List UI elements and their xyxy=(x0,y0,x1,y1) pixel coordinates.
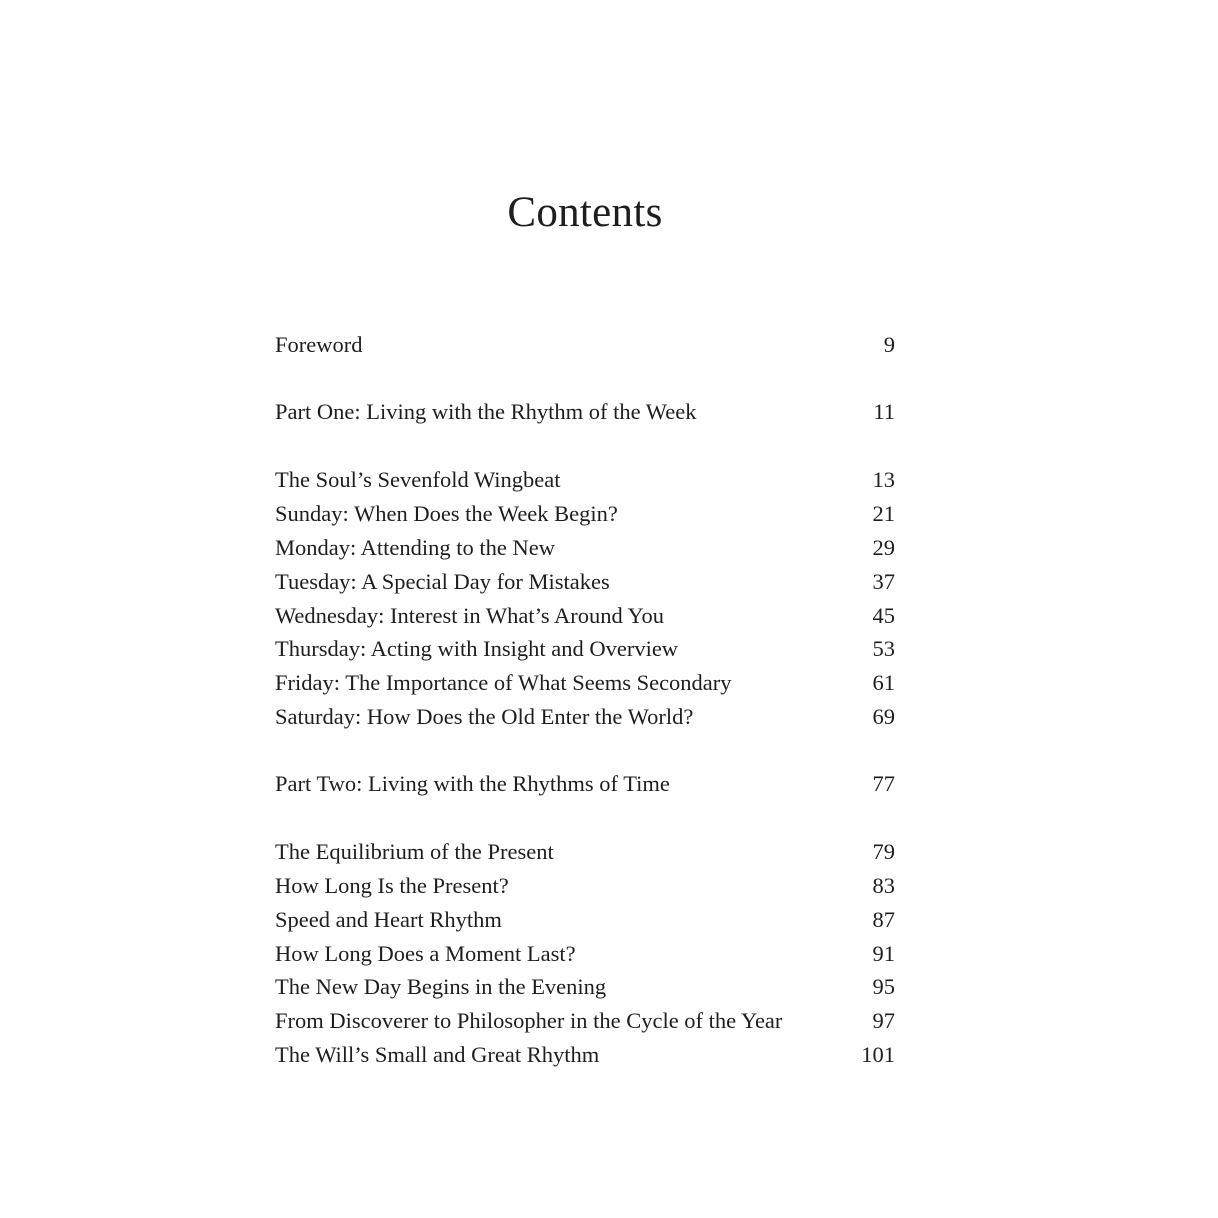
toc-entry-title: Thursday: Acting with Insight and Overview xyxy=(275,636,679,661)
toc-entry xyxy=(275,1004,895,1038)
toc-entry-page: 91 xyxy=(872,941,895,966)
toc-entry-title: Friday: The Importance of What Seems Secondary xyxy=(275,670,732,695)
toc-entry xyxy=(275,700,895,734)
toc-entry xyxy=(275,835,895,869)
toc-entry-page: 83 xyxy=(872,873,895,898)
toc-entry-title: Sunday: When Does the Week Begin? xyxy=(275,501,618,526)
toc-entry-title: Speed and Heart Rhythm xyxy=(275,907,502,932)
toc-entry-page: 45 xyxy=(872,603,895,628)
toc-entry-title: From Discoverer to Philosopher in the Cycle of the Year xyxy=(275,1008,783,1033)
toc-entry xyxy=(275,497,895,531)
toc-entry-title: How Long Is the Present? xyxy=(275,873,509,898)
toc-entry-page: 79 xyxy=(872,839,895,864)
toc-entry-page: 61 xyxy=(872,670,895,695)
toc-entry-page: 69 xyxy=(872,704,895,729)
toc-entry-page: 77 xyxy=(872,771,895,796)
toc-entry-title: Tuesday: A Special Day for Mistakes xyxy=(275,569,610,594)
toc-entry-page: 29 xyxy=(872,535,895,560)
toc-entry-title: Foreword xyxy=(275,332,363,357)
toc-entry-page: 37 xyxy=(872,569,895,594)
toc-entry xyxy=(275,1038,895,1072)
toc-entry xyxy=(275,328,895,362)
toc-entry xyxy=(275,903,895,937)
toc-entry-page: 101 xyxy=(861,1042,895,1067)
toc-entry-title: The New Day Begins in the Evening xyxy=(275,974,607,999)
toc-entry-page: 87 xyxy=(872,907,895,932)
toc-part-heading xyxy=(275,767,895,801)
toc-entry-title: Saturday: How Does the Old Enter the World? xyxy=(275,704,694,729)
toc-entry xyxy=(275,531,895,565)
toc-entry xyxy=(275,632,895,666)
toc-entry-page: 95 xyxy=(872,974,895,999)
toc-entry-title: Part One: Living with the Rhythm of the Week xyxy=(275,399,697,424)
toc-entry xyxy=(275,666,895,700)
toc-entry-page: 53 xyxy=(872,636,895,661)
toc-entry-title: Monday: Attending to the New xyxy=(275,535,555,560)
toc-entry-title: Wednesday: Interest in What’s Around You xyxy=(275,603,664,628)
toc-entry-title: The Will’s Small and Great Rhythm xyxy=(275,1042,600,1067)
toc-entry xyxy=(275,599,895,633)
toc-entry xyxy=(275,937,895,971)
toc-entry-title: The Equilibrium of the Present xyxy=(275,839,554,864)
toc-entry-page: 97 xyxy=(872,1008,895,1033)
toc-entry-title: The Soul’s Sevenfold Wingbeat xyxy=(275,467,561,492)
toc-entry-page: 9 xyxy=(883,332,895,357)
toc-entry-page: 13 xyxy=(872,467,895,492)
toc-entry-title: Part Two: Living with the Rhythms of Time xyxy=(275,771,670,796)
toc-entry xyxy=(275,463,895,497)
toc-entry-page: 21 xyxy=(872,501,895,526)
toc-entry xyxy=(275,970,895,1004)
toc-part-heading xyxy=(275,395,895,429)
table-of-contents xyxy=(275,0,895,1218)
toc-entry xyxy=(275,869,895,903)
page-title: Contents xyxy=(507,189,663,236)
toc-entry-title: How Long Does a Moment Last? xyxy=(275,941,576,966)
toc-entry-page: 11 xyxy=(873,399,895,424)
toc-entry xyxy=(275,565,895,599)
